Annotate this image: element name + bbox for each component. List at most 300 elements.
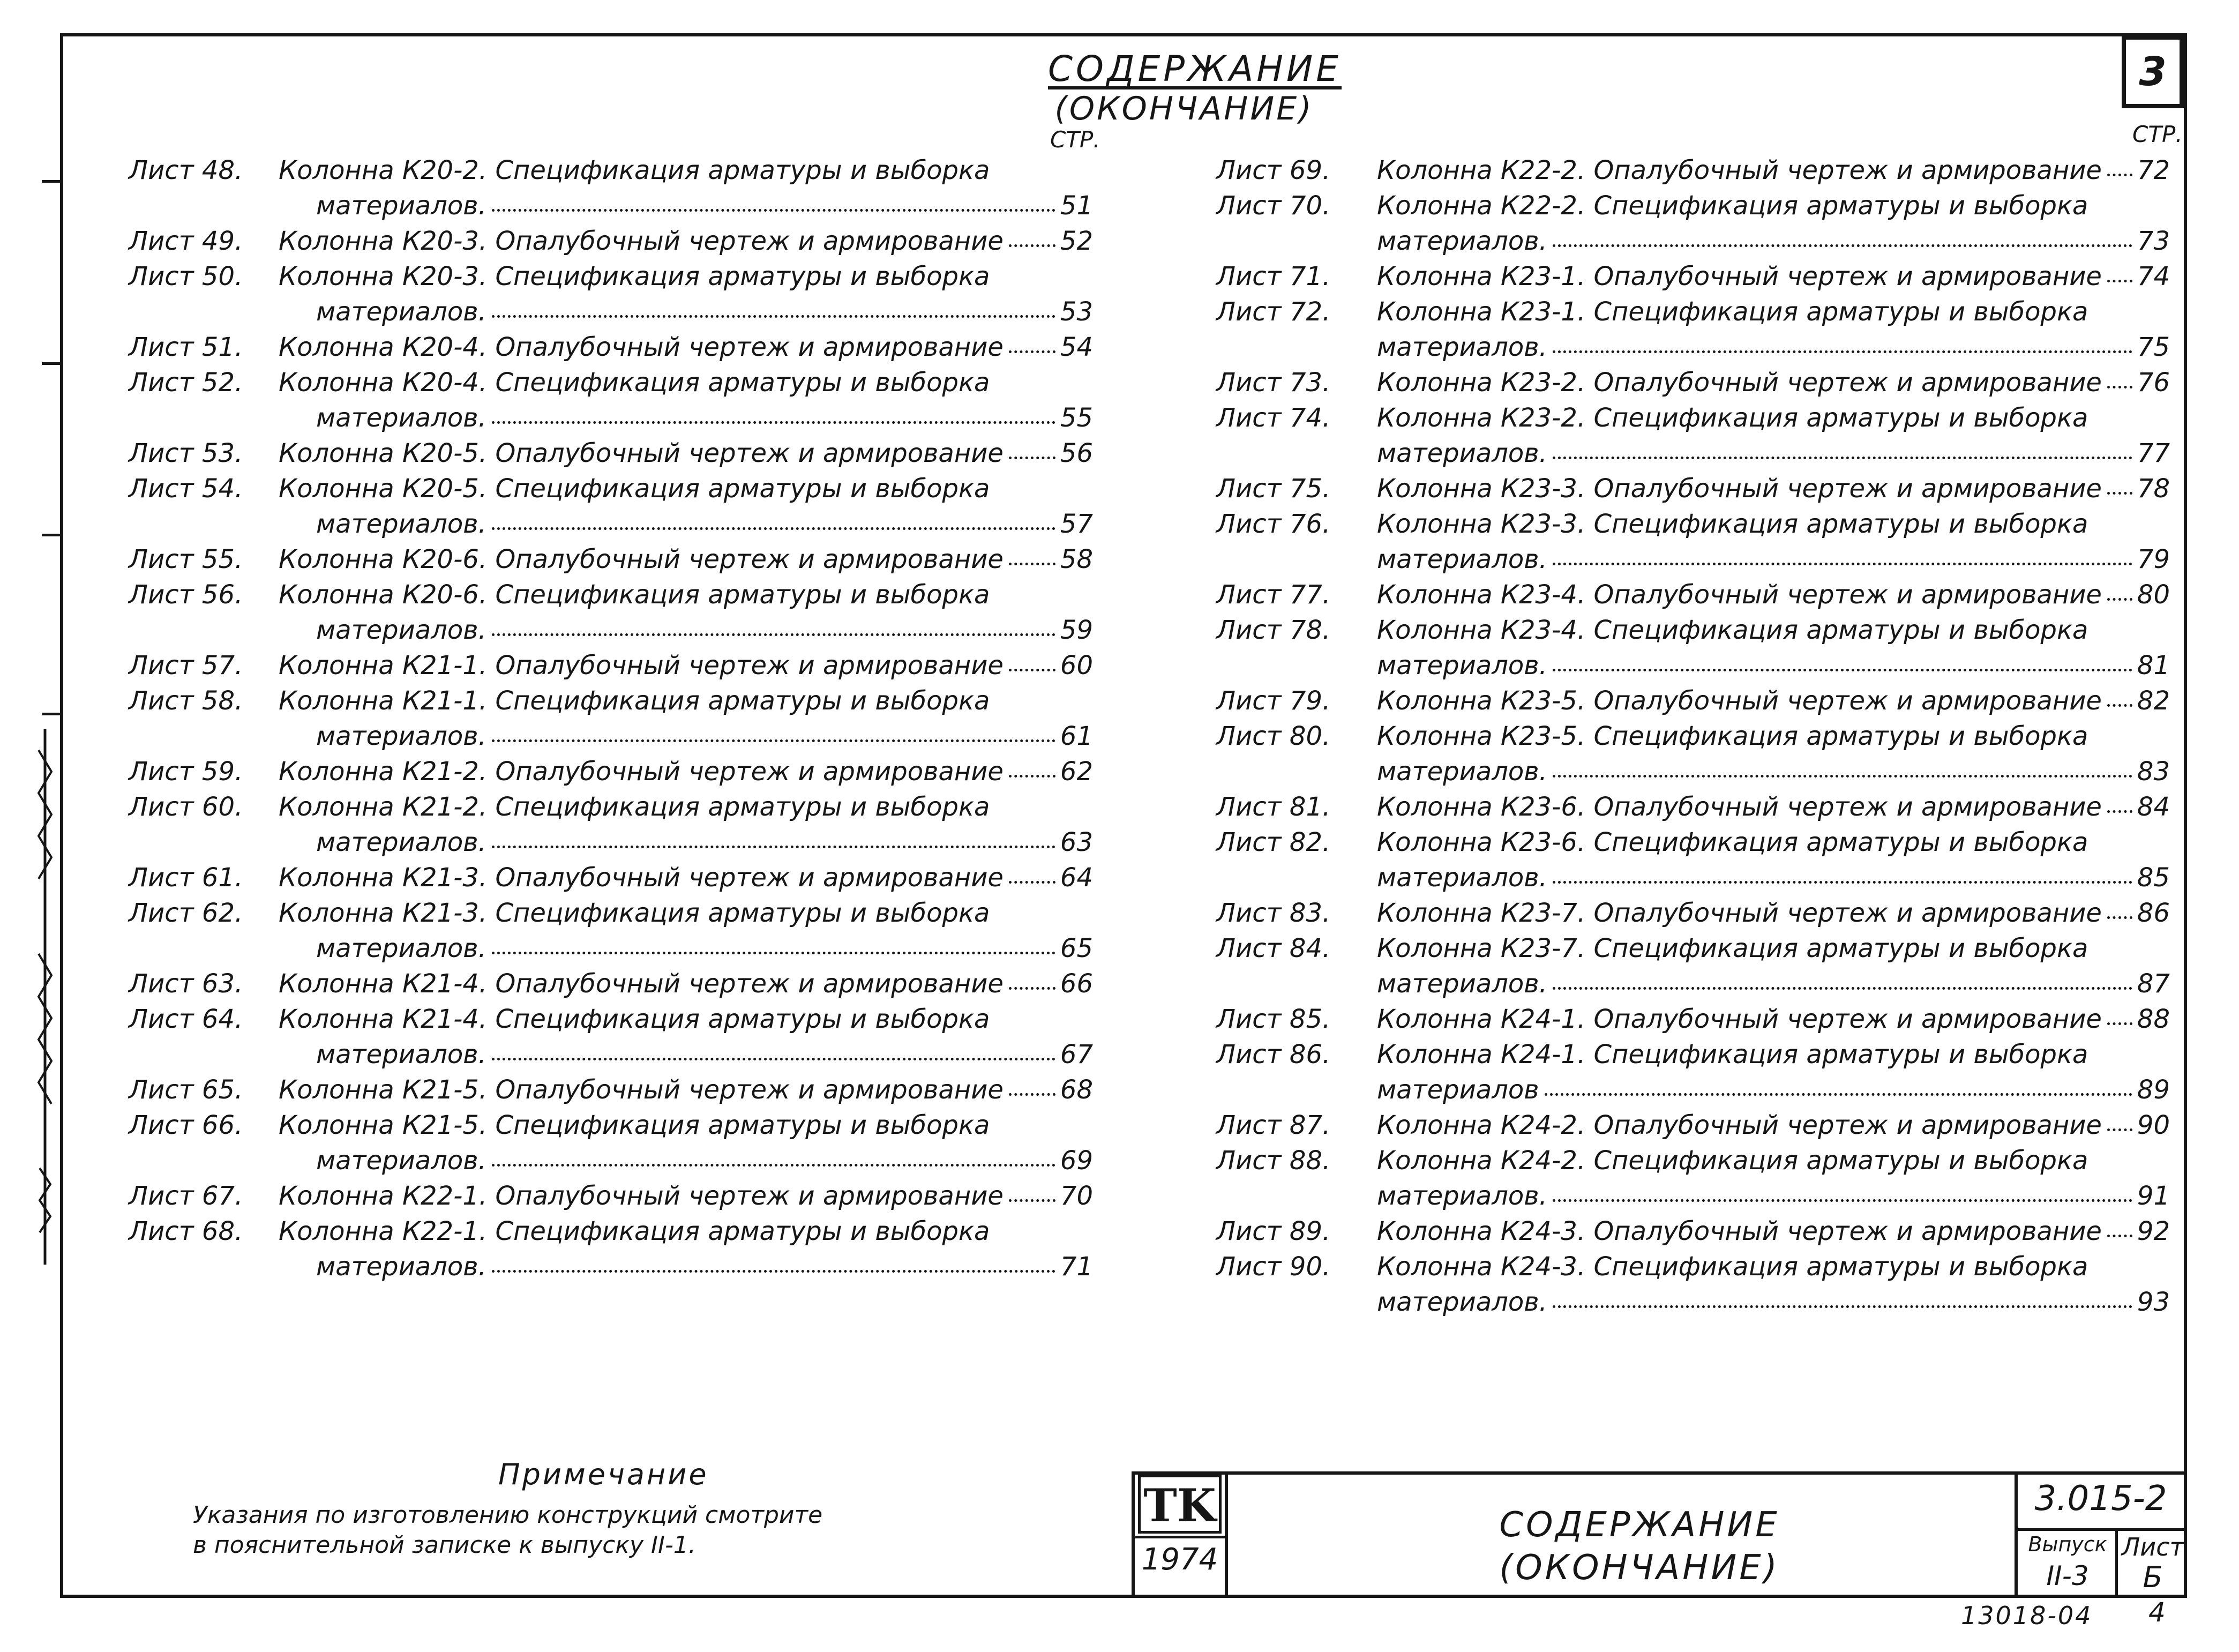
contents-line [1216, 191, 2170, 226]
contents-entry [1216, 261, 2170, 297]
contents-line [1216, 403, 2170, 438]
contents-line [1216, 686, 2170, 721]
contents-line [129, 509, 1104, 544]
sheet-label: Лист 68. [129, 1216, 243, 1246]
contents-line [1216, 1216, 2170, 1252]
contents-line [129, 191, 1104, 226]
entry-text: Колонна К20-4. Опалубочный чертеж и армирование [279, 332, 1004, 362]
entry-text: Колонна К23-2. Опалубочный чертеж и армирование [1377, 368, 2102, 398]
sheet-label: Лист 50. [129, 261, 243, 291]
contents-line [1216, 261, 2170, 297]
contents-line [129, 615, 1104, 651]
contents-line [1216, 155, 2170, 191]
page-column-label: СТР. [2132, 121, 2183, 147]
entry-text: Колонна К21-5. Опалубочный чертеж и армирование [279, 1075, 1004, 1105]
page-number: 64 [1060, 863, 1093, 893]
entry-text: Колонна К24-3. Спецификация арматуры и выборка [1377, 1252, 2088, 1282]
stamp-title [1447, 1504, 1832, 1589]
contents-line [1216, 1181, 2170, 1216]
page-number: 68 [1060, 1075, 1093, 1105]
contents-line [1216, 226, 2170, 261]
entry-text: Колонна К23-7. Спецификация арматуры и выборка [1377, 933, 2088, 963]
contents-entry [129, 651, 1104, 686]
contents-line [129, 1181, 1104, 1216]
contents-entry [1216, 1252, 2170, 1322]
contents-entry [1216, 191, 2170, 261]
page-number: 67 [1060, 1040, 1093, 1070]
entry-text: материалов. [1377, 332, 1547, 362]
contents-entry [129, 1181, 1104, 1216]
entry-text: материалов. [316, 509, 486, 539]
page-number: 90 [2137, 1110, 2170, 1140]
page-number: 80 [2137, 580, 2170, 610]
entry-text: материалов. [1377, 651, 1547, 681]
contents-entry [129, 1075, 1104, 1110]
entry-text: материалов. [1377, 1181, 1547, 1211]
contents-line [129, 438, 1104, 474]
sheet-label: Лист 83. [1216, 898, 1331, 928]
entry-text: материалов. [316, 827, 486, 857]
contents-entry [129, 1216, 1104, 1287]
contents-entry [129, 898, 1104, 969]
entry-text: Колонна К23-1. Опалубочный чертеж и армирование [1377, 261, 2102, 291]
contents-line [1216, 1287, 2170, 1322]
page-number: 66 [1060, 969, 1093, 999]
contents-line [129, 474, 1104, 509]
contents-line [1216, 651, 2170, 686]
entry-text: Колонна К21-1. Опалубочный чертеж и армирование [279, 651, 1004, 681]
sheet-label: Лист 87. [1216, 1110, 1331, 1140]
entry-text: Колонна К20-3. Спецификация арматуры и выборка [279, 261, 990, 291]
page-number: 79 [2137, 544, 2170, 574]
entry-text: Колонна К24-1. Спецификация арматуры и выборка [1377, 1040, 2088, 1070]
page-number: 75 [2137, 332, 2170, 362]
page-number: 70 [1060, 1181, 1093, 1211]
contents-entry [1216, 580, 2170, 615]
sheet-label: Лист 54. [129, 474, 243, 504]
entry-text: Колонна К21-5. Спецификация арматуры и выборка [279, 1110, 990, 1140]
corner-mark: 4 [2148, 1597, 2166, 1628]
page-number: 65 [1060, 933, 1093, 963]
sheet-label: Лист 79. [1216, 686, 1331, 716]
entry-text: Колонна К24-3. Опалубочный чертеж и армирование [1377, 1216, 2102, 1246]
entry-text: материалов. [1377, 969, 1547, 999]
contents-line [1216, 474, 2170, 509]
contents-entry [1216, 898, 2170, 933]
dot-leader [1553, 1199, 2132, 1202]
sheet-label: Лист 74. [1216, 403, 1331, 433]
sheet-label: Лист 49. [129, 226, 243, 256]
contents-line [129, 1216, 1104, 1252]
contents-line [1216, 544, 2170, 580]
contents-line [129, 403, 1104, 438]
contents-entry [1216, 615, 2170, 686]
contents-line [129, 226, 1104, 261]
entry-text: Колонна К23-7. Опалубочный чертеж и армирование [1377, 898, 2102, 928]
contents-line [129, 969, 1104, 1004]
page-number: 72 [2137, 155, 2170, 185]
sheet-label: Лист 62. [129, 898, 243, 928]
contents-line [129, 1252, 1104, 1287]
contents-line [1216, 792, 2170, 827]
page-number: 56 [1060, 438, 1093, 468]
leaf-value: Б [2143, 1560, 2163, 1594]
entry-text: Колонна К23-4. Опалубочный чертеж и армирование [1377, 580, 2102, 610]
dot-leader [492, 739, 1055, 742]
leaf-label: Лист [2121, 1533, 2184, 1561]
sheet-label: Лист 52. [129, 368, 243, 398]
page-number: 73 [2137, 226, 2170, 256]
page-number: 81 [2137, 651, 2170, 681]
entry-text: Колонна К20-6. Опалубочный чертеж и армирование [279, 544, 1004, 574]
sheet-label: Лист 81. [1216, 792, 1331, 822]
entry-text: Колонна К24-2. Опалубочный чертеж и армирование [1377, 1110, 2102, 1140]
dot-leader [492, 209, 1055, 212]
contents-line [1216, 898, 2170, 933]
page-number: 69 [1060, 1146, 1093, 1176]
entry-text: Колонна К23-6. Опалубочный чертеж и армирование [1377, 792, 2102, 822]
entry-text: материалов. [1377, 863, 1547, 893]
issue-label: Выпуск [2028, 1533, 2107, 1556]
entry-text: Колонна К22-1. Спецификация арматуры и выборка [279, 1216, 990, 1246]
contents-line [129, 792, 1104, 827]
dot-leader [492, 1270, 1055, 1273]
entry-text: Колонна К24-2. Спецификация арматуры и выборка [1377, 1146, 2088, 1176]
sheet-label: Лист 88. [1216, 1146, 1331, 1176]
note-text: Указания по изготовлению конструкций смотрите в пояснительной записке к выпуску II-1. [193, 1501, 823, 1559]
contents-line [129, 686, 1104, 721]
entry-text: Колонна К22-2. Спецификация арматуры и выборка [1377, 191, 2088, 221]
entry-text: Колонна К21-1. Спецификация арматуры и выборка [279, 686, 990, 716]
page-number: 60 [1060, 651, 1093, 681]
contents-line [1216, 368, 2170, 403]
entry-text: Колонна К23-2. Спецификация арматуры и выборка [1377, 403, 2088, 433]
entry-text: Колонна К23-4. Спецификация арматуры и выборка [1377, 615, 2088, 645]
contents-entry [1216, 297, 2170, 368]
contents-line [129, 863, 1104, 898]
contents-entry [1216, 509, 2170, 580]
contents-entry [1216, 933, 2170, 1004]
entry-text: материалов. [316, 191, 486, 221]
contents-line [1216, 721, 2170, 757]
page-number: 92 [2137, 1216, 2170, 1246]
contents-line [1216, 297, 2170, 332]
entry-text: Колонна К23-3. Спецификация арматуры и выборка [1377, 509, 2088, 539]
page-number: 57 [1060, 509, 1093, 539]
page-title: СОДЕРЖАНИЕ [1047, 48, 1342, 89]
contents-line [129, 368, 1104, 403]
page-number: 61 [1060, 721, 1093, 751]
page-number: 52 [1060, 226, 1093, 256]
sheet-label: Лист 72. [1216, 297, 1331, 327]
entry-text: Колонна К22-2. Опалубочный чертеж и армирование [1377, 155, 2102, 185]
contents-line [1216, 863, 2170, 898]
dot-leader [1553, 457, 2132, 459]
entry-text: материалов. [316, 1252, 486, 1282]
contents-entry [1216, 1216, 2170, 1252]
contents-line [129, 757, 1104, 792]
contents-entry [1216, 155, 2170, 191]
contents-line [1216, 827, 2170, 863]
contents-line [1216, 509, 2170, 544]
page-number: 84 [2137, 792, 2170, 822]
entry-text: Колонна К21-2. Опалубочный чертеж и армирование [279, 757, 1004, 787]
sheet-label: Лист 76. [1216, 509, 1331, 539]
entry-text: материалов [1377, 1075, 1539, 1105]
page-number: 91 [2137, 1181, 2170, 1211]
entry-text: Колонна К21-3. Спецификация арматуры и выборка [279, 898, 990, 928]
contents-line [1216, 1110, 2170, 1146]
entry-text: материалов. [316, 1040, 486, 1070]
sheet-label: Лист 67. [129, 1181, 243, 1211]
page-number: 77 [2137, 438, 2170, 468]
sheet-label: Лист 77. [1216, 580, 1331, 610]
contents-line [1216, 933, 2170, 969]
sheet-label: Лист 75. [1216, 474, 1331, 504]
sheet-label: Лист 58. [129, 686, 243, 716]
entry-text: материалов. [316, 933, 486, 963]
sheet-label: Лист 57. [129, 651, 243, 681]
contents-entry [1216, 827, 2170, 898]
page-number: 71 [1060, 1252, 1093, 1282]
stamp-title-line2: (ОКОНЧАНИЕ) [1499, 1548, 1780, 1588]
contents-line [129, 1110, 1104, 1146]
contents-entry [129, 438, 1104, 474]
dot-leader [492, 952, 1055, 954]
page-number: 93 [2137, 1287, 2170, 1317]
page-number: 51 [1060, 191, 1093, 221]
margin-tick [42, 180, 63, 183]
contents-entry [129, 969, 1104, 1004]
contents-entry [129, 368, 1104, 438]
contents-entry [1216, 1146, 2170, 1216]
dot-leader [492, 1058, 1055, 1060]
contents-entry [129, 792, 1104, 863]
sheet-label: Лист 78. [1216, 615, 1331, 645]
contents-entry [1216, 721, 2170, 792]
dot-leader [492, 527, 1055, 530]
dot-leader [492, 633, 1055, 636]
contents-line [129, 721, 1104, 757]
entry-text: Колонна К21-3. Опалубочный чертеж и армирование [279, 863, 1004, 893]
sheet-label: Лист 73. [1216, 368, 1331, 398]
dot-leader [1553, 1305, 2132, 1308]
contents-entry [129, 544, 1104, 580]
entry-text: материалов. [1377, 544, 1547, 574]
page-column-label: СТР. [1050, 126, 1100, 153]
entry-text: Колонна К23-5. Опалубочный чертеж и армирование [1377, 686, 2102, 716]
tk-logo [1138, 1475, 1222, 1534]
page-number: 89 [2137, 1075, 2170, 1105]
tk-logo-mark [1141, 1477, 1219, 1531]
dot-leader [1553, 881, 2132, 884]
page-number: 62 [1060, 757, 1093, 787]
dot-leader [1545, 1093, 2132, 1096]
sheet-label: Лист 89. [1216, 1216, 1331, 1246]
page-subtitle: (ОКОНЧАНИЕ) [1054, 90, 1314, 128]
entry-text: Колонна К21-2. Спецификация арматуры и выборка [279, 792, 990, 822]
entry-text: Колонна К23-6. Спецификация арматуры и выборка [1377, 827, 2088, 857]
contents-line [129, 297, 1104, 332]
contents-entry [129, 332, 1104, 368]
contents-line [1216, 1075, 2170, 1110]
stamp-year: 1974 [1141, 1542, 1218, 1577]
sheet-label: Лист 66. [129, 1110, 243, 1140]
sheet-label: Лист 80. [1216, 721, 1331, 751]
page-number: 76 [2137, 368, 2170, 398]
dot-leader [1553, 563, 2132, 565]
contents-line [129, 1004, 1104, 1040]
dot-leader [1553, 350, 2132, 353]
contents-entry [129, 474, 1104, 544]
sheet-label: Лист 90. [1216, 1252, 1331, 1282]
margin-tick [42, 362, 63, 365]
contents-line [1216, 1040, 2170, 1075]
contents-line [1216, 438, 2170, 474]
entry-text: материалов. [1377, 226, 1547, 256]
dot-leader [1553, 244, 2132, 247]
contents-entry [129, 580, 1104, 651]
dot-leader [1553, 669, 2132, 671]
series-number: 3.015-2 [2034, 1479, 2167, 1519]
contents-line [129, 1146, 1104, 1181]
contents-line [129, 544, 1104, 580]
contents-entry [1216, 403, 2170, 474]
contents-entry [1216, 792, 2170, 827]
contents-line [1216, 969, 2170, 1004]
contents-left-column [129, 155, 1104, 1287]
sheet-label: Лист 56. [129, 580, 243, 610]
contents-entry [129, 863, 1104, 898]
contents-entry [129, 261, 1104, 332]
margin-tick [42, 713, 63, 715]
entry-text: материалов. [1377, 757, 1547, 787]
contents-line [1216, 580, 2170, 615]
issue-leaf-divider [2115, 1528, 2118, 1598]
page-number: 87 [2137, 969, 2170, 999]
tk-logo-text: TK [1143, 1479, 1216, 1531]
issue-value: II-3 [2046, 1560, 2089, 1591]
sheet-label: Лист 48. [129, 155, 243, 185]
entry-text: Колонна К22-1. Опалубочный чертеж и армирование [279, 1181, 1004, 1211]
page-number: 74 [2137, 261, 2170, 291]
entry-text: материалов. [1377, 1287, 1547, 1317]
sheet-label: Лист 69. [1216, 155, 1331, 185]
entry-text: Колонна К21-4. Спецификация арматуры и выборка [279, 1004, 990, 1034]
contents-line [1216, 757, 2170, 792]
sheet-label: Лист 65. [129, 1075, 243, 1105]
page-number: 83 [2137, 757, 2170, 787]
dot-leader [492, 846, 1055, 848]
page-number: 59 [1060, 615, 1093, 645]
note-title: Примечание [498, 1457, 709, 1491]
contents-entry [129, 1004, 1104, 1075]
entry-text: Колонна К20-6. Спецификация арматуры и выборка [279, 580, 990, 610]
contents-line [1216, 1004, 2170, 1040]
contents-line [1216, 1146, 2170, 1181]
contents-line [129, 651, 1104, 686]
contents-line [1216, 615, 2170, 651]
margin-signature [34, 729, 56, 1265]
entry-text: материалов. [316, 1146, 486, 1176]
sheet-label: Лист 64. [129, 1004, 243, 1034]
sheet-label: Лист 71. [1216, 261, 1331, 291]
page-number: 54 [1060, 332, 1093, 362]
contents-entry [129, 155, 1104, 226]
margin-tick [42, 534, 63, 536]
contents-right-column [1216, 155, 2170, 1322]
page-number: 55 [1060, 403, 1093, 433]
archive-number: 13018-04 [1961, 1601, 2093, 1630]
sheet-label: Лист 59. [129, 757, 243, 787]
entry-text: материалов. [1377, 438, 1547, 468]
sheet-label: Лист 60. [129, 792, 243, 822]
contents-line [129, 898, 1104, 933]
dot-leader [492, 421, 1055, 424]
entry-text: Колонна К20-5. Опалубочный чертеж и армирование [279, 438, 1004, 468]
entry-text: материалов. [316, 297, 486, 327]
contents-line [129, 1075, 1104, 1110]
contents-line [129, 1040, 1104, 1075]
page-number: 63 [1060, 827, 1093, 857]
entry-text: материалов. [316, 615, 486, 645]
sheet-label: Лист 55. [129, 544, 243, 574]
entry-text: Колонна К24-1. Опалубочный чертеж и армирование [1377, 1004, 2102, 1034]
sheet-label: Лист 63. [129, 969, 243, 999]
sheet-label: Лист 53. [129, 438, 243, 468]
sheet-label: Лист 85. [1216, 1004, 1331, 1034]
dot-leader [1553, 987, 2132, 990]
sheet-label: Лист 86. [1216, 1040, 1331, 1070]
contents-line [129, 827, 1104, 863]
contents-entry [1216, 1004, 2170, 1040]
sheet-number: 3 [2122, 35, 2184, 108]
dot-leader [492, 1164, 1055, 1167]
contents-entry [1216, 686, 2170, 721]
entry-text: Колонна К20-4. Спецификация арматуры и выборка [279, 368, 990, 398]
contents-line [129, 332, 1104, 368]
sheet-label: Лист 82. [1216, 827, 1331, 857]
contents-line [129, 580, 1104, 615]
entry-text: Колонна К20-3. Опалубочный чертеж и армирование [279, 226, 1004, 256]
page-number: 88 [2137, 1004, 2170, 1034]
page-number: 86 [2137, 898, 2170, 928]
entry-text: Колонна К20-5. Спецификация арматуры и выборка [279, 474, 990, 504]
entry-text: Колонна К21-4. Опалубочный чертеж и армирование [279, 969, 1004, 999]
page-number: 53 [1060, 297, 1093, 327]
dot-leader [1553, 775, 2132, 778]
entry-text: Колонна К20-2. Спецификация арматуры и выборка [279, 155, 990, 185]
contents-entry [129, 226, 1104, 261]
contents-entry [129, 1110, 1104, 1181]
contents-entry [129, 686, 1104, 757]
contents-line [1216, 1252, 2170, 1287]
entry-text: материалов. [316, 403, 486, 433]
sheet-label: Лист 51. [129, 332, 243, 362]
contents-entry [1216, 368, 2170, 403]
contents-line [129, 155, 1104, 191]
sheet-label: Лист 61. [129, 863, 243, 893]
entry-text: материалов. [316, 721, 486, 751]
page-number: 78 [2137, 474, 2170, 504]
entry-text: Колонна К23-3. Опалубочный чертеж и армирование [1377, 474, 2102, 504]
sheet-label: Лист 70. [1216, 191, 1331, 221]
entry-text: Колонна К23-5. Спецификация арматуры и выборка [1377, 721, 2088, 751]
contents-line [129, 933, 1104, 969]
dot-leader [492, 315, 1055, 318]
page-number: 85 [2137, 863, 2170, 893]
contents-line [1216, 332, 2170, 368]
